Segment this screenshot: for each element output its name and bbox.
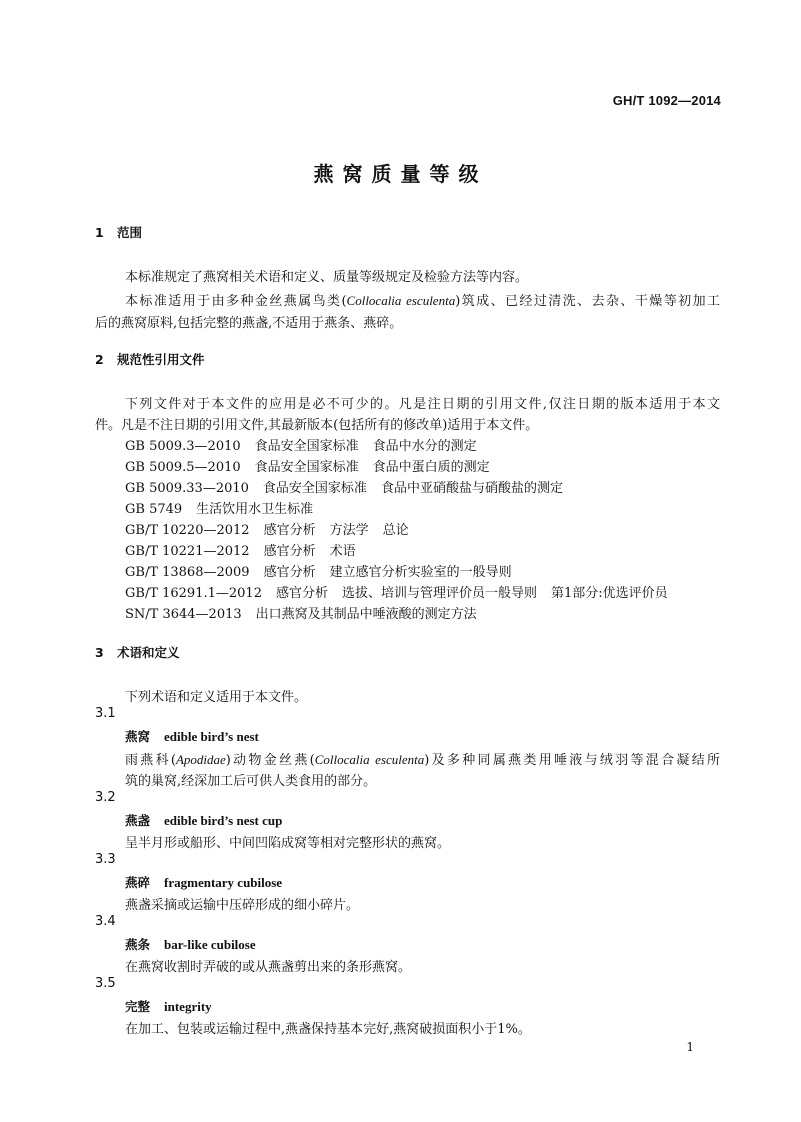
reference-title-part: 感官分析: [263, 565, 316, 580]
species-name: Collocalia esculenta: [314, 752, 425, 767]
term-heading: [125, 997, 212, 1015]
term-english: bar-like cubilose: [164, 937, 256, 952]
section-number: 3: [95, 645, 104, 660]
reference-code: SN/T 3644—2013: [125, 607, 242, 622]
term-chinese: 燕条: [125, 937, 151, 952]
term-definition: 呈半月形或船形、中间凹陷成窝等相对完整形状的燕窝。: [125, 836, 451, 851]
term-heading: [125, 873, 282, 891]
section-2-intro-line-1: 下列文件对于本文件的应用是必不可少的。凡是注日期的引用文件,仅注日期的版本适用于本文: [125, 397, 720, 412]
term-number: 3.4: [95, 914, 116, 929]
term-number: 3.3: [95, 852, 116, 867]
reference-title-part: 感官分析: [263, 544, 316, 559]
term-english: integrity: [164, 999, 212, 1014]
text-span: 本标准适用于由多种金丝燕属鸟类(: [125, 294, 347, 309]
reference-item: [125, 561, 526, 580]
reference-code: GB/T 10221—2012: [125, 544, 250, 559]
reference-code: GB/T 13868—2009: [125, 565, 250, 580]
reference-item: [125, 540, 370, 559]
term-english: fragmentary cubilose: [164, 875, 283, 890]
reference-title-part: 术语: [329, 544, 356, 559]
term-chinese: 燕窝: [125, 729, 151, 744]
reference-title-part: 食品安全国家标准: [254, 460, 359, 475]
reference-code: GB/T 16291.1—2012: [125, 586, 262, 601]
text-span: )筑成、已经过清洗、去杂、干燥等初加工: [455, 294, 721, 309]
term-heading: [125, 935, 256, 953]
reference-code: GB/T 10220—2012: [125, 523, 250, 538]
reference-title-part: 方法学: [329, 523, 369, 538]
term-definition-line-2: 筑的巢窝,经深加工后可供人类食用的部分。: [125, 774, 377, 789]
section-title: 范围: [117, 225, 143, 240]
reference-item: [125, 498, 327, 517]
reference-item: [125, 603, 491, 622]
reference-title-part: 感官分析: [275, 586, 328, 601]
reference-title-part: 生活饮用水卫生标准: [196, 502, 314, 517]
reference-title-part: 食品安全国家标准: [262, 481, 367, 496]
term-heading: [125, 727, 259, 745]
text-span: )动物金丝燕(: [225, 753, 315, 768]
reference-title-part: 食品安全国家标准: [254, 439, 359, 454]
reference-code: GB 5009.3—2010: [125, 439, 241, 454]
species-name: Collocalia esculenta: [346, 293, 456, 308]
document-title: 燕窝质量等级: [313, 162, 488, 186]
term-chinese: 燕碎: [125, 875, 151, 890]
section-number: 1: [95, 225, 104, 240]
reference-item: [125, 582, 682, 601]
reference-item: [125, 435, 491, 454]
term-definition: 燕盏采摘或运输中压碎形成的细小碎片。: [125, 898, 360, 913]
section-1-paragraph-2-line-2: 后的燕窝原料,包括完整的燕盏,不适用于燕条、燕碎。: [95, 316, 403, 331]
reference-code: GB 5009.5—2010: [125, 460, 241, 475]
text-span: )及多种同属燕类用唾液与绒羽等混合凝结所: [424, 753, 720, 768]
standard-code: GH/T 1092—2014: [612, 93, 721, 108]
reference-item: [125, 477, 577, 496]
term-number: 3.2: [95, 790, 116, 805]
reference-title-part: 食品中亚硝酸盐与硝酸盐的测定: [380, 481, 563, 496]
section-1-paragraph-1: 本标准规定了燕窝相关术语和定义、质量等级规定及检验方法等内容。: [125, 270, 529, 285]
reference-title-part: 出口燕窝及其制品中唾液酸的测定方法: [255, 607, 477, 622]
term-definition-line-1: [125, 749, 720, 768]
reference-item: [125, 456, 504, 475]
term-number: 3.5: [95, 976, 116, 991]
term-chinese: 完整: [125, 999, 151, 1014]
section-2-heading: [95, 350, 205, 368]
term-english: edible bird’s nest: [164, 729, 259, 744]
term-number: 3.1: [95, 706, 116, 721]
section-2-intro-line-2: 件。凡是不注日期的引用文件,其最新版本(包括所有的修改单)适用于本文件。: [95, 418, 539, 433]
term-english: edible bird’s nest cup: [164, 813, 283, 828]
term-heading: [125, 811, 282, 829]
section-1-paragraph-2-line-1: [125, 290, 720, 309]
section-number: 2: [95, 352, 104, 367]
reference-title-part: 第1部分:优选评价员: [551, 586, 668, 601]
reference-code: GB 5009.33—2010: [125, 481, 249, 496]
section-title: 术语和定义: [117, 645, 180, 660]
family-name: Apodidae: [175, 752, 226, 767]
reference-title-part: 建立感官分析实验室的一般导则: [329, 565, 512, 580]
reference-item: [125, 519, 423, 538]
term-definition: 在燕窝收割时弄破的或从燕盏剪出来的条形燕窝。: [125, 960, 412, 975]
reference-code: GB 5749: [125, 502, 183, 517]
reference-title-part: 总论: [382, 523, 409, 538]
reference-title-part: 感官分析: [263, 523, 316, 538]
term-chinese: 燕盏: [125, 813, 151, 828]
reference-title-part: 食品中水分的测定: [372, 439, 477, 454]
section-3-intro: 下列术语和定义适用于本文件。: [125, 690, 308, 705]
section-1-heading: [95, 223, 142, 241]
section-3-heading: [95, 643, 180, 661]
page-number: 1: [686, 1040, 694, 1054]
reference-title-part: 食品中蛋白质的测定: [372, 460, 490, 475]
text-span: 雨燕科(: [125, 753, 176, 768]
reference-title-part: 选拔、培训与管理评价员一般导则: [341, 586, 537, 601]
section-title: 规范性引用文件: [117, 352, 205, 367]
term-definition: 在加工、包装或运输过程中,燕盏保持基本完好,燕窝破损面积小于1%。: [125, 1022, 531, 1037]
